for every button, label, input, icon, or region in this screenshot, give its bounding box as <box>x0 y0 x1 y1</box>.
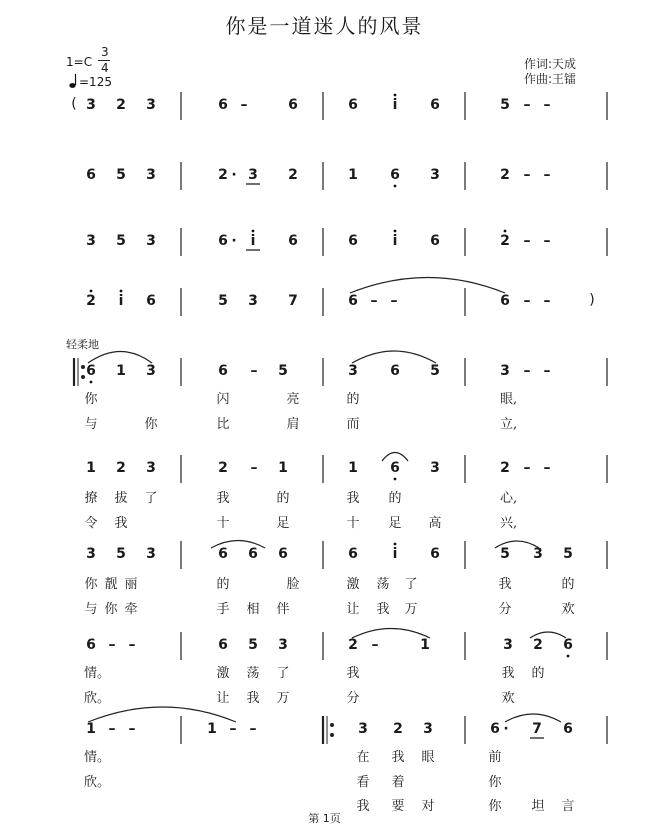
lyric: 了 <box>276 666 290 681</box>
lyric: 坦 <box>531 799 545 814</box>
octave-dot-above <box>252 230 255 233</box>
note: 1 <box>278 460 288 476</box>
note: 5 <box>116 167 126 183</box>
note: 6 <box>430 97 440 113</box>
dotted-rhythm-dot: · <box>231 233 237 249</box>
lyric: 荡 <box>376 577 390 592</box>
note: 5 <box>278 363 288 379</box>
note: 6 <box>563 637 573 653</box>
note: 1 <box>420 637 430 653</box>
sustain-dash: – <box>543 293 551 309</box>
lyric: 与 <box>84 602 98 617</box>
lyric: 激 <box>216 666 230 681</box>
note: 1 <box>207 721 217 737</box>
lyric: 荡 <box>246 666 260 681</box>
octave-dot-below <box>90 381 93 384</box>
note: i <box>392 233 398 249</box>
note: 6 <box>390 460 400 476</box>
lyric: 亮 <box>286 392 300 407</box>
slur <box>88 352 152 364</box>
note: 6 <box>563 721 573 737</box>
note: 7 <box>532 721 542 737</box>
lyric: 伴 <box>276 602 290 617</box>
note: 6 <box>86 363 96 379</box>
note: 6 <box>348 233 358 249</box>
dotted-rhythm-dot: · <box>231 167 237 183</box>
lyric: 要 <box>391 799 405 814</box>
lyric: 的 <box>216 577 230 592</box>
note: 6 <box>218 546 228 562</box>
sustain-dash: – <box>108 721 116 737</box>
lyric: 的 <box>276 491 290 506</box>
octave-dot-above <box>504 230 507 233</box>
lyric: 欣。 <box>84 775 111 790</box>
sustain-dash: – <box>543 460 551 476</box>
lyric: 立, <box>500 417 518 432</box>
note: 3 <box>503 637 513 653</box>
lyric: 激 <box>346 577 360 592</box>
note: 2 <box>218 167 228 183</box>
sustain-dash: – <box>108 637 116 653</box>
note: 6 <box>348 546 358 562</box>
lyric: 闪 <box>216 392 230 407</box>
lyric: 言 <box>561 799 575 814</box>
octave-dot-above <box>120 290 123 293</box>
lyric: 高 <box>428 516 442 531</box>
lyric: 眼 <box>421 750 435 765</box>
lyric: 的 <box>346 392 360 407</box>
lyric: 比 <box>216 417 230 432</box>
note: 6 <box>390 363 400 379</box>
key-signature: 1=C <box>66 55 93 69</box>
slur <box>505 714 561 722</box>
lyric: 欢 <box>561 602 575 617</box>
lyric: 我 <box>346 666 360 681</box>
sustain-dash: – <box>523 293 531 309</box>
note: 3 <box>86 233 96 249</box>
lyric: 的 <box>388 491 402 506</box>
note: 2 <box>500 167 510 183</box>
lyric: 你 <box>488 799 502 814</box>
lyric: 与 <box>84 417 98 432</box>
note: 3 <box>146 97 156 113</box>
sustain-dash: – <box>543 233 551 249</box>
note: i <box>392 546 398 562</box>
lyric: 欣。 <box>84 691 111 706</box>
lyric: 我 <box>246 691 260 706</box>
sustain-dash: – <box>523 233 531 249</box>
composer-credit: 作曲:王镭 <box>524 72 577 86</box>
repeat-dot <box>331 734 334 737</box>
note: 6 <box>218 97 228 113</box>
lyric: 足 <box>276 516 290 531</box>
lyric: 欢 <box>501 691 515 706</box>
sustain-dash: – <box>543 167 551 183</box>
note: i <box>118 293 124 309</box>
note: 2 <box>116 460 126 476</box>
lyric: 你 <box>488 775 502 790</box>
note: 5 <box>116 546 126 562</box>
lyric: 你 <box>84 577 98 592</box>
sustain-dash: – <box>523 363 531 379</box>
lyric: 我 <box>376 602 390 617</box>
note: 3 <box>248 293 258 309</box>
lyric: 我 <box>501 666 515 681</box>
note: 6 <box>500 293 510 309</box>
note: 3 <box>533 546 543 562</box>
note: 7 <box>288 293 298 309</box>
sustain-dash: – <box>128 637 136 653</box>
time-signature-bottom: 4 <box>101 61 109 75</box>
lyric: 你 <box>104 602 118 617</box>
note: 2 <box>218 460 228 476</box>
note: 5 <box>218 293 228 309</box>
lyric: 十 <box>216 516 230 531</box>
time-signature-top: 3 <box>101 45 109 59</box>
sustain-dash: – <box>250 460 258 476</box>
slur <box>352 351 436 363</box>
lyric: 分 <box>346 691 360 706</box>
slur <box>530 632 566 638</box>
note: 2 <box>533 637 543 653</box>
lyric: 兴, <box>500 516 518 531</box>
note: 2 <box>288 167 298 183</box>
note: 1 <box>348 460 358 476</box>
lyric: 看 <box>356 775 370 790</box>
octave-dot-above <box>394 543 397 546</box>
lyric: 靓 <box>104 577 118 592</box>
octave-dot-above <box>394 230 397 233</box>
octave-dot-below <box>394 478 397 481</box>
note: 3 <box>146 460 156 476</box>
slur <box>88 707 236 722</box>
lyric: 万 <box>404 602 418 617</box>
lyric: 的 <box>561 577 575 592</box>
note: 3 <box>348 363 358 379</box>
lyric: 情。 <box>84 750 111 765</box>
lyric: 撩 <box>84 491 98 506</box>
lyric: 而 <box>346 417 360 432</box>
note: 2 <box>348 637 358 653</box>
note: 3 <box>146 546 156 562</box>
page-number: 第 1页 <box>308 812 341 825</box>
note: 5 <box>248 637 258 653</box>
song-title: 你是一道迷人的风景 <box>225 14 424 38</box>
slur <box>350 278 505 294</box>
note: i <box>250 233 256 249</box>
note: 1 <box>348 167 358 183</box>
note: 6 <box>490 721 500 737</box>
lyric: 我 <box>216 491 230 506</box>
lyric: 相 <box>246 602 260 617</box>
octave-dot-below <box>394 185 397 188</box>
note: 6 <box>218 637 228 653</box>
tempo-marking: =125 <box>79 75 112 89</box>
lyric: 我 <box>391 750 405 765</box>
note: i <box>392 97 398 113</box>
sustain-dash: – <box>229 721 237 737</box>
note: 2 <box>500 233 510 249</box>
lyric: 脸 <box>286 577 300 592</box>
lyric: 我 <box>498 577 512 592</box>
slur <box>495 541 539 548</box>
sustain-dash: – <box>371 637 379 653</box>
sustain-dash: – <box>370 293 378 309</box>
lyric: 了 <box>404 577 418 592</box>
sustain-dash: – <box>523 167 531 183</box>
note: 6 <box>218 233 228 249</box>
note: 2 <box>393 721 403 737</box>
sustain-dash: – <box>250 363 258 379</box>
lyric: 眼, <box>500 392 518 407</box>
note: 6 <box>390 167 400 183</box>
lyric: 了 <box>144 491 158 506</box>
lyric: 心, <box>500 491 518 506</box>
note: 5 <box>430 363 440 379</box>
repeat-dot <box>331 724 334 727</box>
lyric: 对 <box>421 799 435 814</box>
dotted-rhythm-dot: · <box>503 721 509 737</box>
lyricist-credit: 作词:天成 <box>524 57 577 71</box>
note: 6 <box>146 293 156 309</box>
note: 6 <box>430 546 440 562</box>
sustain-dash: – <box>543 363 551 379</box>
note: 1 <box>116 363 126 379</box>
lyric: 足 <box>388 516 402 531</box>
sustain-dash: – <box>523 460 531 476</box>
note: 6 <box>86 167 96 183</box>
note: 6 <box>288 233 298 249</box>
lyric: 我 <box>356 799 370 814</box>
note: 3 <box>430 167 440 183</box>
lyric: 令 <box>84 516 98 531</box>
lyric: 让 <box>346 602 360 617</box>
repeat-dot <box>82 366 85 369</box>
slur <box>352 629 430 639</box>
lyric: 万 <box>276 691 290 706</box>
lyric: 手 <box>216 602 230 617</box>
lyric: 着 <box>391 775 405 790</box>
sustain-dash: – <box>523 97 531 113</box>
lyric: 你 <box>144 417 158 432</box>
expression-marking: 轻柔地 <box>66 338 99 351</box>
sustain-dash: – <box>543 97 551 113</box>
lyric: 前 <box>488 750 502 765</box>
sustain-dash: – <box>249 721 257 737</box>
note: 5 <box>116 233 126 249</box>
note: 3 <box>248 167 258 183</box>
note: 3 <box>86 546 96 562</box>
octave-dot-below <box>567 655 570 658</box>
note: 6 <box>218 363 228 379</box>
lyric: 让 <box>216 691 230 706</box>
note: 2 <box>116 97 126 113</box>
note: 3 <box>86 97 96 113</box>
lyric: 的 <box>531 666 545 681</box>
lyric: 十 <box>346 516 360 531</box>
note: 5 <box>500 546 510 562</box>
slur <box>211 541 265 549</box>
note: 3 <box>146 167 156 183</box>
note: 6 <box>86 637 96 653</box>
octave-dot-above <box>90 290 93 293</box>
lyric: 拔 <box>114 491 128 506</box>
note: 6 <box>248 546 258 562</box>
intro-open-paren: ( <box>71 96 77 112</box>
note: 6 <box>278 546 288 562</box>
note: 2 <box>86 293 96 309</box>
sustain-dash: – <box>128 721 136 737</box>
note: 3 <box>500 363 510 379</box>
note: 1 <box>86 460 96 476</box>
note: 3 <box>146 363 156 379</box>
lyric: 在 <box>356 750 370 765</box>
lyric: 我 <box>346 491 360 506</box>
note: 3 <box>430 460 440 476</box>
intro-close-paren: ) <box>589 292 595 308</box>
lyric: 情。 <box>84 666 111 681</box>
note: 3 <box>358 721 368 737</box>
note: 5 <box>563 546 573 562</box>
note: 6 <box>288 97 298 113</box>
lyric: 分 <box>498 602 512 617</box>
lyric: 我 <box>114 516 128 531</box>
lyric: 丽 <box>124 577 138 592</box>
note: 1 <box>86 721 96 737</box>
note: 3 <box>278 637 288 653</box>
note: 5 <box>500 97 510 113</box>
lyric: 肩 <box>286 417 300 432</box>
slur <box>382 453 408 462</box>
note: 3 <box>423 721 433 737</box>
octave-dot-above <box>394 94 397 97</box>
lyric: 你 <box>84 392 98 407</box>
note: 2 <box>500 460 510 476</box>
repeat-dot <box>82 376 85 379</box>
note: 3 <box>146 233 156 249</box>
note: 6 <box>430 233 440 249</box>
note: 6 <box>348 293 358 309</box>
sustain-dash: – <box>390 293 398 309</box>
sustain-dash: – <box>240 97 248 113</box>
lyric: 牵 <box>124 602 138 617</box>
note: 6 <box>348 97 358 113</box>
